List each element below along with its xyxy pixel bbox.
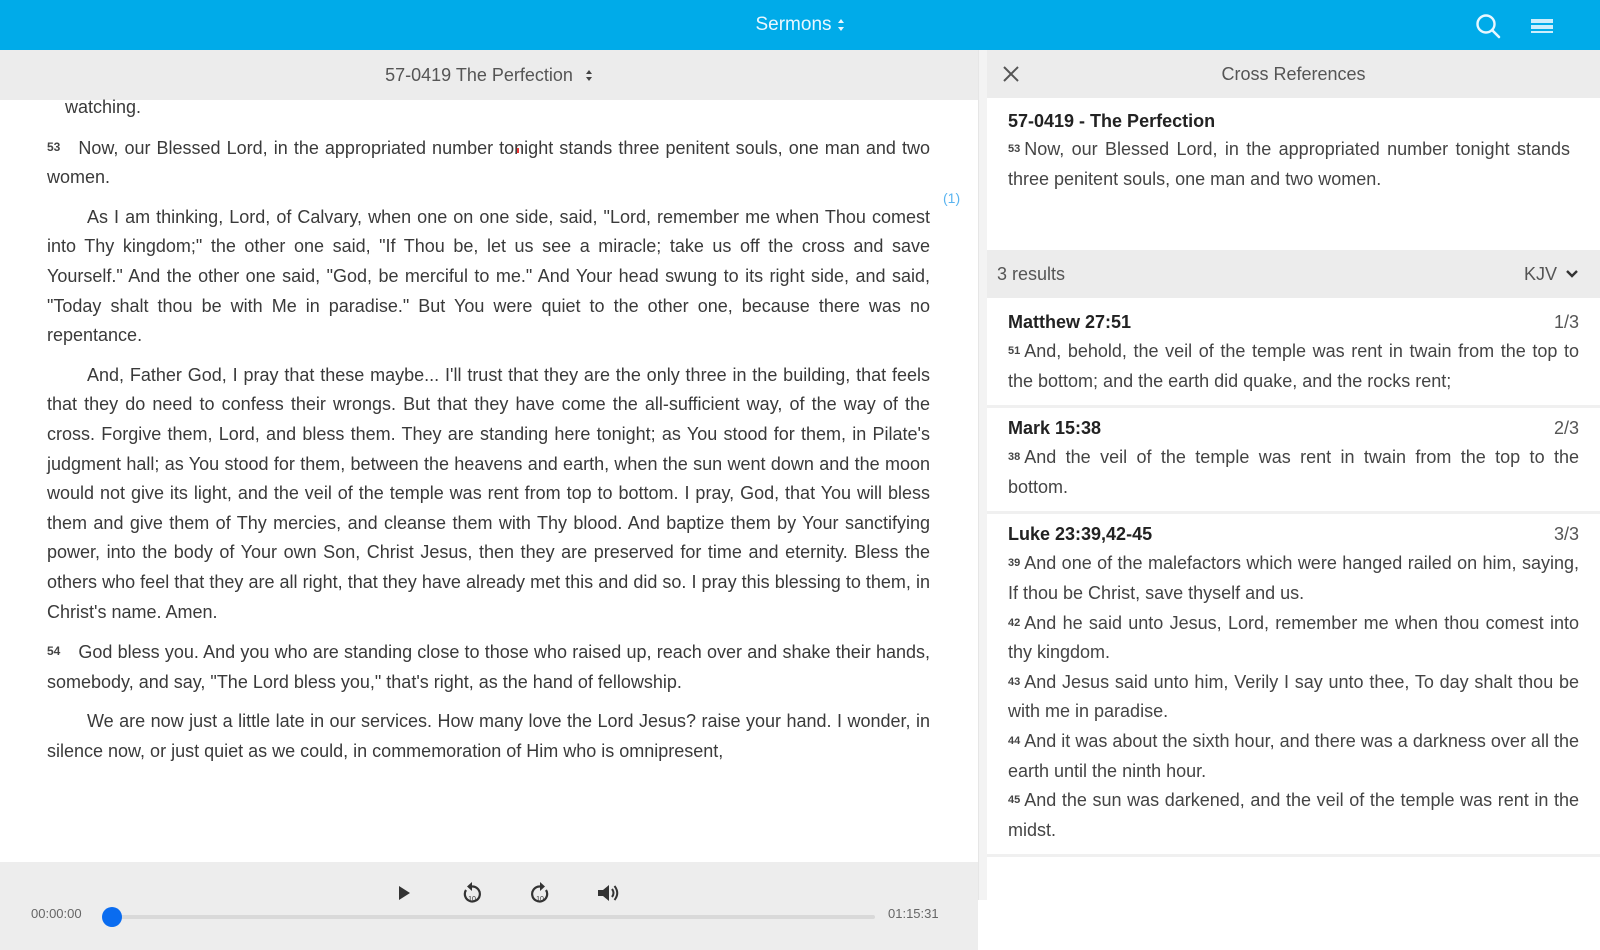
seek-bar[interactable] bbox=[112, 915, 875, 919]
result-item-mark[interactable] bbox=[987, 408, 1600, 514]
results-list bbox=[987, 302, 1600, 857]
verse: 45 And the sun was darkened, and the veil of the temple was rent in the midst. bbox=[1008, 790, 1579, 840]
total-time: 01:15:31 bbox=[888, 906, 939, 921]
volume-icon bbox=[595, 882, 621, 904]
cross-reference-link[interactable]: (1) bbox=[943, 190, 961, 206]
menu-icon bbox=[1530, 16, 1554, 36]
svg-text:10: 10 bbox=[536, 896, 544, 903]
verse: 39 And one of the malefactors which were hanged railed on him, saying, If thou be Christ, save thyself and us. bbox=[1008, 553, 1579, 603]
paragraph: We are now just a little late in our services. How many love the Lord Jesus? raise your hand. I wonder, in silence now, or just quiet as we could, in commemoration of Him who is omnipresent, bbox=[47, 711, 930, 761]
verse: 43 And Jesus said unto him, Verily I say unto thee, To day shalt thou be with me in paradise. bbox=[1008, 671, 1579, 722]
close-button[interactable] bbox=[997, 60, 1025, 88]
paragraph-number: 53 bbox=[47, 139, 61, 154]
sermon-title: 57-0419 The Perfection bbox=[385, 64, 573, 85]
results-bar bbox=[987, 250, 1600, 298]
rewind-button[interactable] bbox=[438, 876, 506, 910]
result-item-luke[interactable] bbox=[987, 514, 1600, 857]
cross-references-header bbox=[987, 50, 1600, 98]
result-reference: Matthew 27:51 bbox=[1008, 312, 1132, 332]
result-index: 2/3 bbox=[1553, 418, 1579, 439]
close-icon bbox=[1002, 65, 1020, 83]
result-index: 1/3 bbox=[1553, 312, 1579, 332]
source-text: 53 Now, our Blessed Lord, in the appropriated number tonight stands three penitent souls, one man and two women. bbox=[1008, 139, 1570, 189]
rewind-icon bbox=[460, 880, 484, 906]
paragraph: watching. bbox=[65, 97, 142, 117]
paragraph-53[interactable]: 53 Now, our Blessed Lord, in the appropriated number tonight stands three penitent souls, one man and two women. bbox=[47, 137, 930, 188]
up-down-arrows-icon bbox=[585, 68, 593, 82]
version-label: KJV bbox=[1523, 263, 1557, 284]
top-app-bar bbox=[0, 0, 1600, 50]
verse: 38 And the veil of the temple was rent in twain from the top to the bottom. bbox=[1008, 447, 1579, 497]
play-button[interactable] bbox=[370, 876, 438, 910]
chevron-down-icon bbox=[1565, 269, 1579, 279]
result-reference: Mark 15:38 bbox=[1008, 418, 1102, 439]
paragraph: And, Father God, I pray that these maybe... I'll trust that they are the only three in the building, that feels that they do need to confess their wrongs. But that they have come the all-sufficient way, of the way of the cross. Forgive them, Lord, and bless them. They are standing here tonight; as You stood for them, in Pilate's judgment hall; as You stood for them, between the heavens and earth, when the sun went down and the moon would not give its light, and the veil of the temple was rent from top to bottom. I pray, God, that You will bless them and give them of Thy mercies, and cleanse them with Thy blood. And baptize them by Your sanctifying power, into the body of Your own Son, Christ Jesus, then they are preserved for time and eternity. Bless the others who feel that they are all right, that they have already met this and did so. I pray this blessing to them, in Christ's name. Amen. bbox=[47, 364, 930, 622]
result-reference: Luke 23:39,42-45 bbox=[1008, 524, 1153, 545]
forward-button[interactable] bbox=[506, 876, 574, 910]
menu-button[interactable] bbox=[1526, 10, 1558, 42]
result-item-matthew[interactable] bbox=[987, 302, 1600, 408]
up-down-arrows-icon bbox=[837, 18, 845, 32]
paragraph-54[interactable]: 54 God bless you. And you who are standing close to those who raised up, reach over and shake their hands, somebody, and say, "The Lord bless you," that's right, as the hand of fellowship. bbox=[47, 642, 930, 692]
svg-text:10: 10 bbox=[468, 896, 476, 903]
sermon-text-scroll[interactable] bbox=[0, 97, 978, 860]
search-button[interactable] bbox=[1472, 10, 1504, 42]
results-count: 3 results bbox=[997, 263, 1066, 284]
verse: 51 And, behold, the veil of the temple was rent in twain from the top to the bottom; and the earth did quake, and the rocks rent; bbox=[1008, 341, 1579, 391]
result-index: 3/3 bbox=[1553, 524, 1579, 545]
audio-player bbox=[0, 862, 978, 950]
current-time: 00:00:00 bbox=[31, 906, 82, 921]
section-selector[interactable] bbox=[0, 0, 1600, 50]
panel-title: Cross References bbox=[1221, 63, 1366, 84]
verse: 42 And he said unto Jesus, Lord, remember me when thou comest into thy kingdom. bbox=[1008, 612, 1579, 663]
cross-references-pane bbox=[987, 50, 1600, 900]
sermon-reader-pane bbox=[0, 50, 978, 921]
paragraph-number: 54 bbox=[47, 644, 61, 659]
search-icon bbox=[1474, 12, 1502, 40]
sermon-text bbox=[47, 92, 930, 776]
paragraph: As I am thinking, Lord, of Calvary, when one on one side, said, "Lord, remember me when Thou comest into Thy kingdom;" the other one said, "If Thou be, let us see a miracle; take us off the cross and save Yourself." And the other one said, "God, be merciful to me." And Your head swung to its right side, and said, "Today shalt thou be with Me in paradise." But You were quiet to the other one, because there was no repentance. bbox=[47, 206, 930, 346]
volume-button[interactable] bbox=[574, 876, 642, 910]
forward-icon bbox=[528, 880, 552, 906]
source-paragraph bbox=[1008, 108, 1570, 194]
verse: 44 And it was about the sixth hour, and there was a darkness over all the earth until the ninth hour. bbox=[1008, 730, 1579, 781]
section-title: Sermons bbox=[755, 14, 832, 35]
play-icon bbox=[396, 884, 412, 902]
pane-divider[interactable] bbox=[978, 50, 987, 900]
bible-version-dropdown[interactable] bbox=[1524, 264, 1579, 285]
seek-thumb[interactable] bbox=[102, 907, 122, 927]
source-title: 57-0419 - The Perfection bbox=[1008, 111, 1216, 131]
